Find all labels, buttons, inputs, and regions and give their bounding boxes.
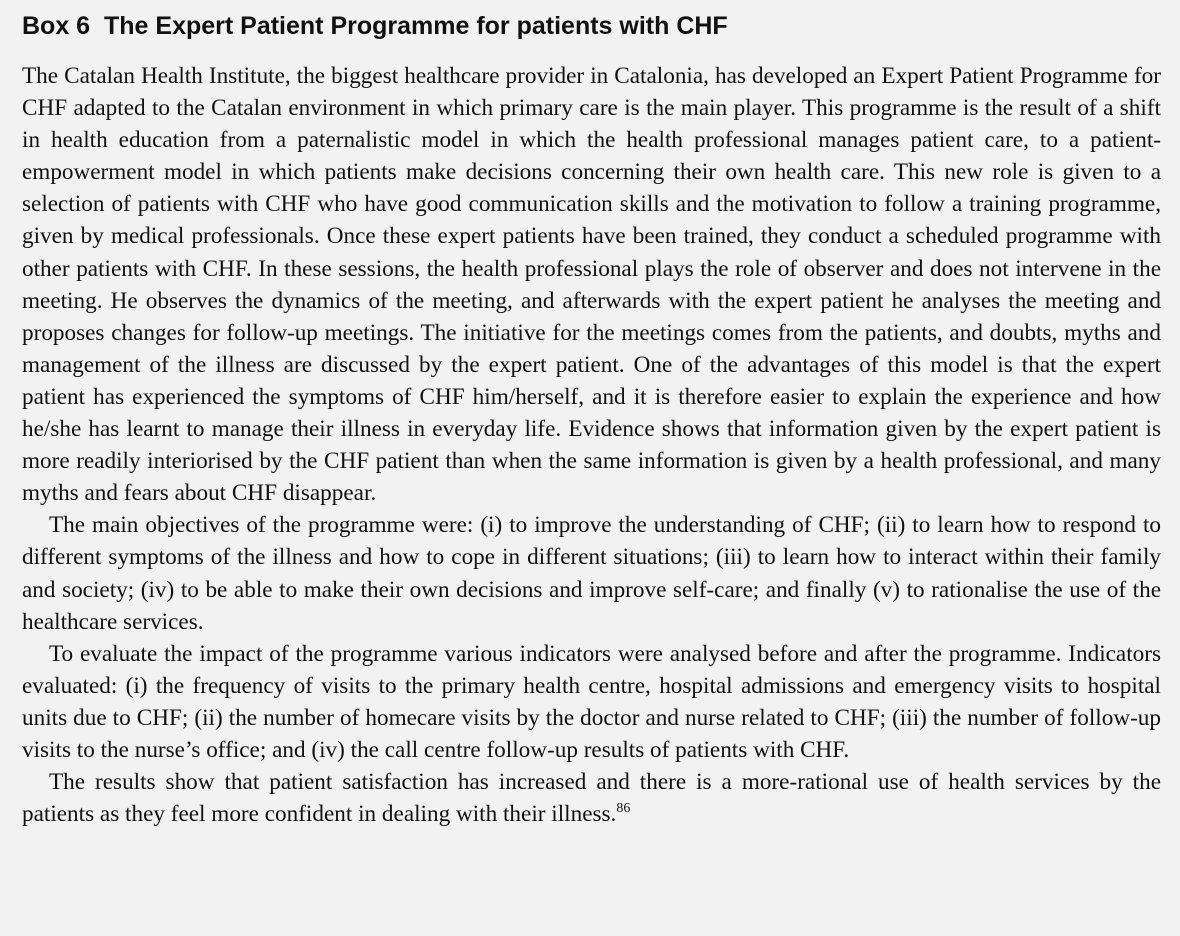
box-title: The Expert Patient Programme for patients with CHF xyxy=(104,12,728,40)
reference-superscript: 86 xyxy=(616,801,631,817)
paragraph-results xyxy=(22,766,1161,830)
box-body xyxy=(22,60,1161,830)
paragraph-intro: The Catalan Health Institute, the biggest healthcare provider in Catalonia, has developed an Expert Patient Programme for CHF adapted to the Catalan environment in which primary care is the main player. This programme is the result of a shift in health education from a paternalistic model in which the health professional manages patient care, to a patient-empowerment model in which patients make decisions concerning their own health care. This new role is given to a selection of patients with CHF who have good communication skills and the motivation to follow a training programme, given by medical professionals. Once these expert patients have been trained, they conduct a scheduled programme with other patients with CHF. In these sessions, the health professional plays the role of observer and does not intervene in the meeting. He observes the dynamics of the meeting, and afterwards with the expert patient he analyses the meeting and proposes changes for follow-up meetings. The initiative for the meetings comes from the patients, and doubts, myths and management of the illness are discussed by the expert patient. One of the advantages of this model is that the expert patient has experienced the symptoms of CHF him/herself, and it is therefore easier to explain the experience and how he/she has learnt to manage their illness in everyday life. Evidence shows that information given by the expert patient is more readily interiorised by the CHF patient than when the same information is given by a health professional, and many myths and fears about CHF disappear. xyxy=(22,63,1161,507)
paragraph-results-text: The results show that patient satisfaction has increased and there is a more-rational use of health services by the patients as they feel more confident in dealing with their illness. xyxy=(22,769,1161,828)
paragraph-objectives: The main objectives of the programme were: (i) to improve the understanding of CHF; (ii) to learn how to respond to different symptoms of the illness and how to cope in different situations; (iii) to learn how to interact within their family and society; (iv) to be able to make their own decisions and improve self-care; and finally (v) to rationalise the use of the healthcare services. xyxy=(22,512,1161,635)
paragraph-evaluation: To evaluate the impact of the programme various indicators were analysed before and after the programme. Indicators evaluated: (i) the frequency of visits to the primary health centre, hospital admissions and emergency visits to hospital units due to CHF; (ii) the number of homecare visits by the doctor and nurse related to CHF; (iii) the number of follow-up visits to the nurse’s office; and (iv) the call centre follow-up results of patients with CHF. xyxy=(22,640,1161,763)
box-label: Box 6 xyxy=(22,12,91,40)
box-heading xyxy=(22,10,1161,42)
text-box xyxy=(22,10,1161,830)
